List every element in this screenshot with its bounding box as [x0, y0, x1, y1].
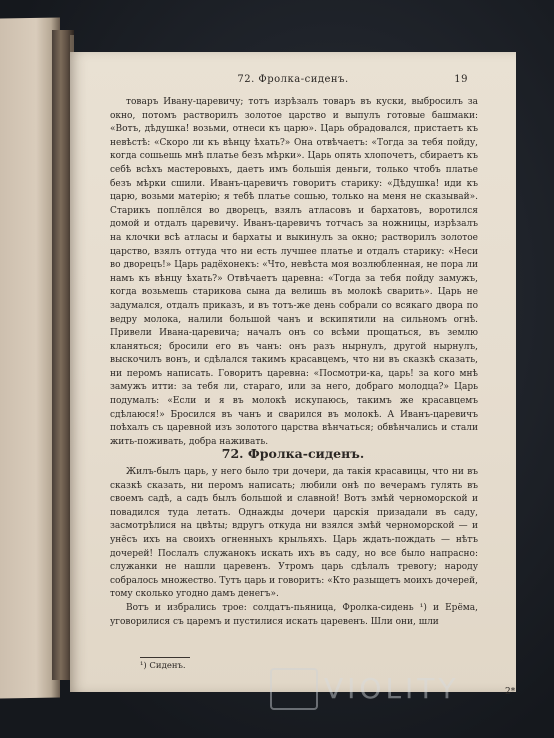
- watermark: [270, 666, 510, 710]
- page-number: 19: [454, 74, 468, 85]
- paragraph: товаръ Ивану-царевичу; тотъ изрѣзалъ товаръ въ куски, выбросилъ за окно, потомъ растворилъ золотое царство и выпулъ готовые башмаки: «Вотъ, дѣдушка! возьми, отнеси къ царю». Царь обрадовался, пристаетъ къ невѣстѣ: «Скоро ли къ вѣнцу ѣхать?» Она отвѣчаетъ: «Тогда за тебя пойду, когда сошьешь мнѣ платье безъ мѣрки». Царь опять хлопочетъ, сбираетъ къ себѣ всѣхъ мастеровыхъ, даетъ имъ большія деньги, только чтобъ платье безъ мѣрки сшили. Иванъ-царевичъ говоритъ старику: «Дѣдушка! иди къ царю, возьми матерію; я тебѣ платье сошью, только на меня не сказывай». Старикъ поплёлся во дворецъ, взялъ атласовъ и бархатовъ, воротился домой и отдалъ царевичу. Иванъ-царевичъ тотчасъ за ножницы, изрѣзалъ на клочки всѣ атласы и бархаты и выкинулъ за окно; растворилъ золотое царство, взялъ оттуда что ни есть лучшее платье и отдалъ старику: «Неси во дворецъ!» Царь радёхонекъ: «Что, невѣста моя возлюбленная, не пора ли намъ къ вѣнцу ѣхать?» Отвѣчаетъ царевна: «Тогда за тебя пойду замужъ, когда возьмешь старикова сына да велишь въ молокѣ сварить». Царь не задумался, отдалъ приказъ, и въ тотъ-же день собрали со всякаго двора по ведру молока, налили большой чанъ и вскипятили на сильномъ огнѣ. Привели Ивана-царевича; началъ онъ со всѣми прощаться, въ землю кланяться; бросили его въ чанъ: онъ разъ нырнулъ, другой нырнулъ, выскочилъ вонъ, и сдѣлался такимъ красавцемъ, что ни въ сказкѣ сказать, ни перомъ написать. Говоритъ царевна: «Посмотри-ка, царь! за кого мнѣ замужъ итти: за тебя ли, стараго, или за него, добраго молодца?» Царь подумалъ: «Если и я въ молокѣ искупаюсь, такимъ же красавцемъ сдѣлаюся!» Бросился въ чанъ и сварился въ молокѣ. А Иванъ-царевичъ поѣхалъ съ царевной изъ золотого царства вѣнчаться; обвѣнчались и стали жить-поживать, добра наживать.: [110, 97, 478, 447]
- running-title: 72. Фролка-сиденъ.: [237, 74, 349, 85]
- running-head: [70, 74, 516, 90]
- signature-mark: 2*: [505, 687, 516, 697]
- footnote: ¹) Сиденъ.: [140, 661, 186, 671]
- book-page: [70, 52, 516, 697]
- story-continuation: [110, 96, 478, 449]
- watermark-text: VIOLITY: [324, 672, 460, 705]
- paragraph: Вотъ и избрались трое: солдатъ-пьяница, Фролка-сидень ¹) и Ерёма, уговорилися съ царемъ и пустилися искать царевенъ. Шли они, шли: [110, 602, 478, 627]
- footnote-rule: [140, 657, 190, 658]
- paragraph: Жилъ-былъ царь, у него было три дочери, да такія красавицы, что ни въ сказкѣ сказать, ни перомъ написать; любили онѣ по вечерамъ гулять въ своемъ садѣ, а садъ былъ большой и славной! Вотъ змѣй черноморской и повадился туда летать. Однажды дочери царскія призадали въ саду, засмотрѣлися на цвѣты; вдругъ откуда ни взялся змѣй черноморской — и унёсъ ихъ на своихъ огненныхъ крыльяхъ. Царь ждать-пождать — нѣтъ дочерей! Послалъ служанокъ искать ихъ въ саду, но все было напрасно: служанки не нашли царевенъ. Утромъ царь сдѣлалъ тревогу; народу собралось множество. Тутъ царь и говоритъ: «Кто разыщетъ моихъ дочерей, тому сколько угодно дамъ денегъ».: [110, 467, 478, 600]
- left-page-edge: [0, 17, 60, 698]
- section-heading: 72. Фролка-сиденъ.: [221, 446, 365, 461]
- section-text: [110, 466, 478, 629]
- watermark-logo-icon: [270, 668, 318, 710]
